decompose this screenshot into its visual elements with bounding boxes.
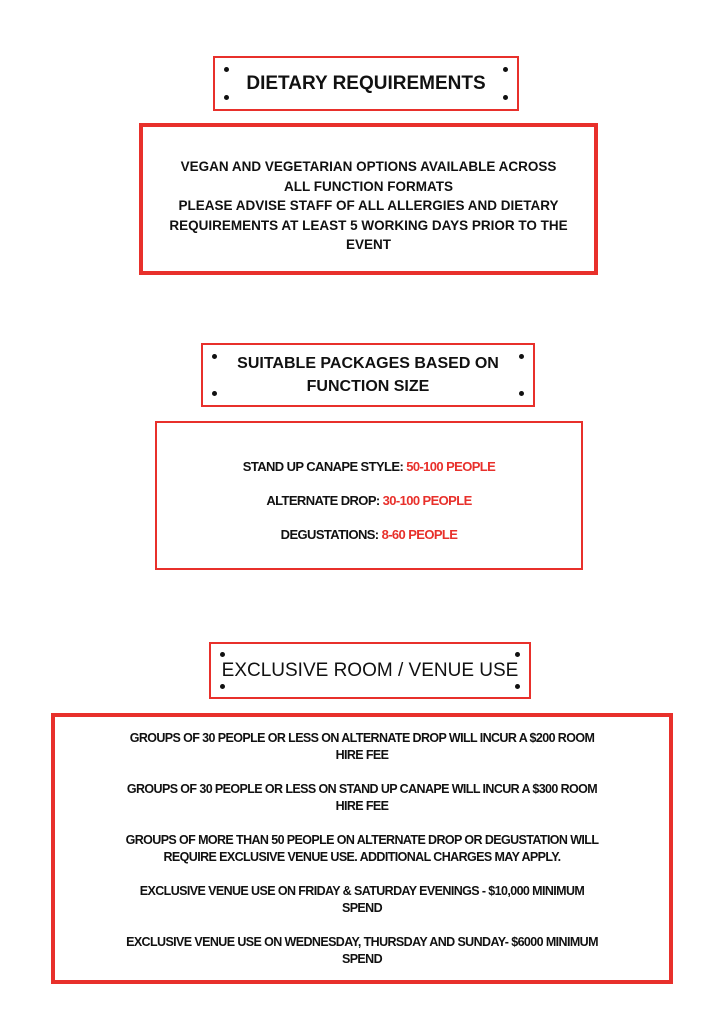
package-item [157, 459, 581, 474]
dietary-content-box [139, 123, 598, 275]
corner-dot [515, 652, 520, 657]
corner-dot [220, 684, 225, 689]
corner-dot [519, 354, 524, 359]
exclusive-title: EXCLUSIVE ROOM / VENUE USE [221, 659, 519, 681]
packages-content-box [155, 421, 583, 570]
exclusive-item: EXCLUSIVE VENUE USE ON WEDNESDAY, THURSDAY AND SUNDAY- $6000 MINIMUM SPEND [126, 935, 598, 966]
corner-dot [220, 652, 225, 657]
dietary-line: REQUIREMENTS AT LEAST 5 WORKING DAYS PRIOR TO THE [169, 217, 568, 233]
package-label: STAND UP CANAPE STYLE: [242, 459, 404, 474]
corner-dot [224, 67, 229, 72]
package-value: 30-100 PEOPLE [382, 493, 472, 508]
corner-dot [515, 684, 520, 689]
dietary-title-box [213, 56, 519, 111]
corner-dot [503, 67, 508, 72]
package-value: 50-100 PEOPLE [406, 459, 496, 474]
exclusive-item: EXCLUSIVE VENUE USE ON FRIDAY & SATURDAY EVENINGS - $10,000 MINIMUM SPEND [139, 884, 585, 915]
exclusive-content-box [51, 713, 673, 984]
corner-dot [212, 354, 217, 359]
corner-dot [503, 95, 508, 100]
corner-dot [224, 95, 229, 100]
package-item [157, 527, 581, 542]
corner-dot [519, 391, 524, 396]
package-label: DEGUSTATIONS: [280, 527, 379, 542]
dietary-title: DIETARY REQUIREMENTS [246, 72, 486, 94]
package-value: 8-60 PEOPLE [381, 527, 458, 542]
exclusive-item: GROUPS OF 30 PEOPLE OR LESS ON ALTERNATE DROP WILL INCUR A $200 ROOM HIRE FEE [129, 731, 595, 762]
exclusive-item: GROUPS OF MORE THAN 50 PEOPLE ON ALTERNATE DROP OR DEGUSTATION WILL REQUIRE EXCLUSIVE VENUE USE. ADDITIONAL CHARGES MAY APPLY. [125, 833, 599, 864]
package-item [157, 493, 581, 508]
exclusive-item: GROUPS OF 30 PEOPLE OR LESS ON STAND UP CANAPE WILL INCUR A $300 ROOM HIRE FEE [126, 782, 598, 813]
exclusive-title-box [209, 642, 531, 699]
packages-title-box [201, 343, 535, 407]
dietary-line: EVENT [345, 237, 391, 252]
package-label: ALTERNATE DROP: [266, 493, 380, 508]
dietary-line: VEGAN AND VEGETARIAN OPTIONS AVAILABLE ACROSS [180, 159, 557, 174]
packages-title: FUNCTION SIZE [306, 378, 430, 395]
corner-dot [212, 391, 217, 396]
packages-title: SUITABLE PACKAGES BASED ON [237, 355, 499, 372]
dietary-line: PLEASE ADVISE STAFF OF ALL ALLERGIES AND DIETARY [178, 198, 559, 213]
dietary-line: ALL FUNCTION FORMATS [284, 178, 453, 194]
